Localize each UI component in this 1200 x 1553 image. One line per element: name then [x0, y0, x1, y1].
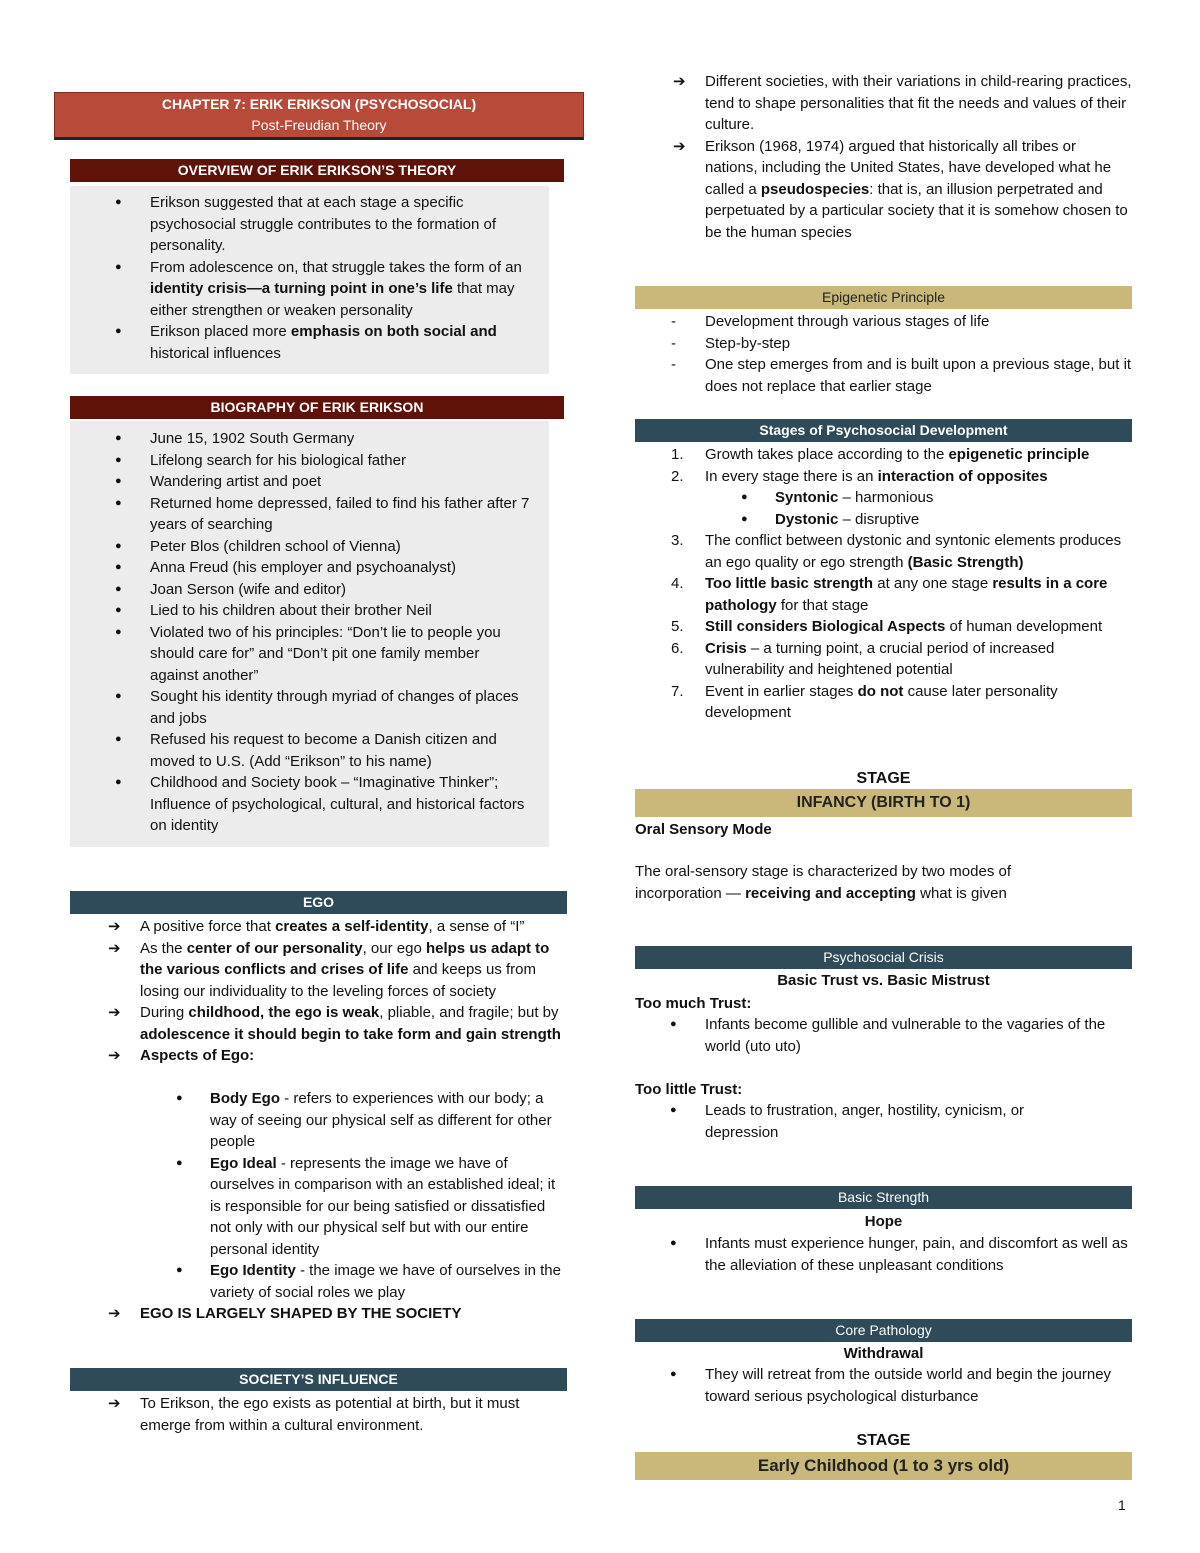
- list-item: ● Erikson placed more emphasis on both social and historical influences: [70, 321, 540, 364]
- infancy-header: INFANCY (BIRTH TO 1): [635, 789, 1132, 817]
- list-item: ● June 15, 1902 South Germany: [70, 428, 530, 450]
- too-little-trust-label: Too little Trust:: [635, 1081, 743, 1098]
- list-item: ➔ A positive force that creates a self-identity, a sense of “I”: [70, 916, 567, 938]
- chapter-title-box: [54, 92, 584, 140]
- list-item: ● From adolescence on, that struggle takes the form of an identity crisis—a turning point in one’s life that may either strengthen or weaken personality: [70, 257, 540, 322]
- epigenetic-header: Epigenetic Principle: [635, 286, 1132, 309]
- list-item: ● Returned home depressed, failed to find his father after 7 years of searching: [70, 493, 530, 536]
- list-item: ● Sought his identity through myriad of changes of places and jobs: [70, 686, 530, 729]
- list-item: 1. Growth takes place according to the epigenetic principle: [671, 446, 1090, 463]
- list-item: ➔ Different societies, with their variations in child-rearing practices, tend to shape personalities that fit the needs and values of their culture.: [635, 71, 1132, 136]
- list-item: - Step-by-step: [635, 333, 1132, 355]
- list-item: - One step emerges from and is built upon a previous stage, but it does not replace that earlier stage: [635, 354, 1132, 397]
- list-item: ● Violated two of his principles: “Don’t lie to people you should care for” and “Don’t pit one family member against another”: [70, 622, 530, 687]
- list-item: ● Leads to frustration, anger, hostility, cynicism, or depression: [625, 1100, 1095, 1143]
- list-item: 2. In every stage there is an interaction of opposites: [671, 467, 1048, 485]
- list-item: ➔ During childhood, the ego is weak, pliable, and fragile; but by adolescence it should begin to take form and gain strength: [70, 1002, 567, 1045]
- list-item: ● Peter Blos (children school of Vienna): [70, 536, 530, 558]
- pathology-list: [625, 1364, 1132, 1407]
- list-item: ➔ To Erikson, the ego exists as potential at birth, but it must emerge from within a cultural environment.: [70, 1393, 567, 1436]
- overview-list: [70, 192, 540, 364]
- ego-aspects-list: [70, 1088, 567, 1303]
- list-item: 7. Event in earlier stages do not cause later personality development: [671, 682, 1058, 721]
- epigenetic-list: [635, 311, 1132, 397]
- overview-header: OVERVIEW OF ERIK ERIKSON’S THEORY: [70, 159, 564, 182]
- list-item: ● Lifelong search for his biological father: [70, 450, 530, 472]
- stage-label: STAGE: [856, 1432, 911, 1449]
- list-item: ● Dystonic – disruptive: [635, 509, 1132, 531]
- infancy-description: The oral-sensory stage is characterized by two modes of incorporation — receiving and accepting what is given: [635, 863, 1012, 902]
- list-item: ● Erikson suggested that at each stage a specific psychosocial struggle contributes to the formation of personality.: [70, 192, 540, 257]
- page-number: 1: [1118, 1497, 1126, 1513]
- pathology-header: Core Pathology: [635, 1319, 1132, 1342]
- biography-list: [70, 428, 530, 837]
- list-item: ● Infants must experience hunger, pain, and discomfort as well as the alleviation of these unpleasant conditions: [625, 1233, 1132, 1276]
- too-little-trust-list: [625, 1100, 1095, 1143]
- too-much-trust-list: [625, 1014, 1132, 1057]
- strength-title: Hope: [864, 1213, 903, 1230]
- early-childhood-header: Early Childhood (1 to 3 yrs old): [635, 1452, 1132, 1480]
- list-item: ● Joan Serson (wife and editor): [70, 579, 530, 601]
- list-item: ● Lied to his children about their brother Neil: [70, 600, 530, 622]
- strength-list: [625, 1233, 1132, 1276]
- list-item: ● Ego Ideal - represents the image we have of ourselves in comparison with an established ideal; it is responsible for our being satisfied or dissatisfied not only with our physical self but with our entire personal identity: [70, 1153, 567, 1261]
- chapter-title: CHAPTER 7: ERIK ERIKSON (PSYCHOSOCIAL): [161, 96, 477, 112]
- list-item: ➔ EGO IS LARGELY SHAPED BY THE SOCIETY: [70, 1303, 567, 1325]
- crisis-header: Psychosocial Crisis: [635, 946, 1132, 969]
- list-item: 6. Crisis – a turning point, a crucial period of increased vulnerability and heightened potential: [671, 639, 1055, 678]
- biography-header: BIOGRAPHY OF ERIK ERIKSON: [70, 396, 564, 419]
- ego-header: EGO: [70, 891, 567, 914]
- list-item: ➔ As the center of our personality, our ego helps us adapt to the various conflicts and crises of life and keeps us from losing our individuality to the leveling forces of society: [70, 938, 567, 1003]
- infancy-mode: Oral Sensory Mode: [635, 821, 772, 838]
- stage-label: STAGE: [856, 770, 911, 787]
- chapter-subtitle: Post-Freudian Theory: [251, 117, 387, 133]
- list-item: ➔ Aspects of Ego:: [70, 1045, 567, 1067]
- stages-list-continued: [635, 530, 1132, 724]
- stages-list: [635, 444, 1132, 487]
- list-item: ● Refused his request to become a Danish citizen and moved to U.S. (Add “Erikson” to his name): [70, 729, 530, 772]
- society-list: [70, 1393, 567, 1436]
- list-item: 5. Still considers Biological Aspects of human development: [671, 618, 1103, 635]
- society-header: SOCIETY’S INFLUENCE: [70, 1368, 567, 1391]
- list-item: ● Syntonic – harmonious: [635, 487, 1132, 509]
- strength-header: Basic Strength: [635, 1186, 1132, 1209]
- list-item: 3. The conflict between dystonic and syntonic elements produces an ego quality or ego strength (Basic Strength): [671, 532, 1122, 571]
- list-item: - Development through various stages of life: [635, 311, 1132, 333]
- crisis-title: Basic Trust vs. Basic Mistrust: [777, 972, 990, 989]
- stages-sublist: [635, 487, 1132, 530]
- list-item: ● Childhood and Society book – “Imaginative Thinker”; Influence of psychological, cultural, and historical factors on identity: [70, 772, 530, 837]
- list-item: ● Infants become gullible and vulnerable to the vagaries of the world (uto uto): [625, 1014, 1132, 1057]
- list-item: 4. Too little basic strength at any one stage results in a core pathology for that stage: [671, 575, 1108, 614]
- list-item: ➔ Erikson (1968, 1974) argued that historically all tribes or nations, including the United States, have developed what he called a pseudospecies: that is, an illusion perpetrated and perpetuated by a particular society that it is somehow chosen to be the human species: [635, 136, 1132, 244]
- list-item: ● Wandering artist and poet: [70, 471, 530, 493]
- list-item: ● Ego Identity - the image we have of ourselves in the variety of social roles we play: [70, 1260, 567, 1303]
- society-list-continued: [635, 71, 1132, 243]
- list-item: ● They will retreat from the outside world and begin the journey toward serious psychological disturbance: [625, 1364, 1132, 1407]
- list-item: ● Anna Freud (his employer and psychoanalyst): [70, 557, 530, 579]
- ego-list: [70, 916, 567, 1067]
- pathology-title: Withdrawal: [843, 1345, 924, 1362]
- stages-header: Stages of Psychosocial Development: [635, 419, 1132, 442]
- too-much-trust-label: Too much Trust:: [635, 995, 752, 1012]
- ego-summary: [70, 1303, 567, 1325]
- list-item: ● Body Ego - refers to experiences with our body; a way of seeing our physical self as different for other people: [70, 1088, 567, 1153]
